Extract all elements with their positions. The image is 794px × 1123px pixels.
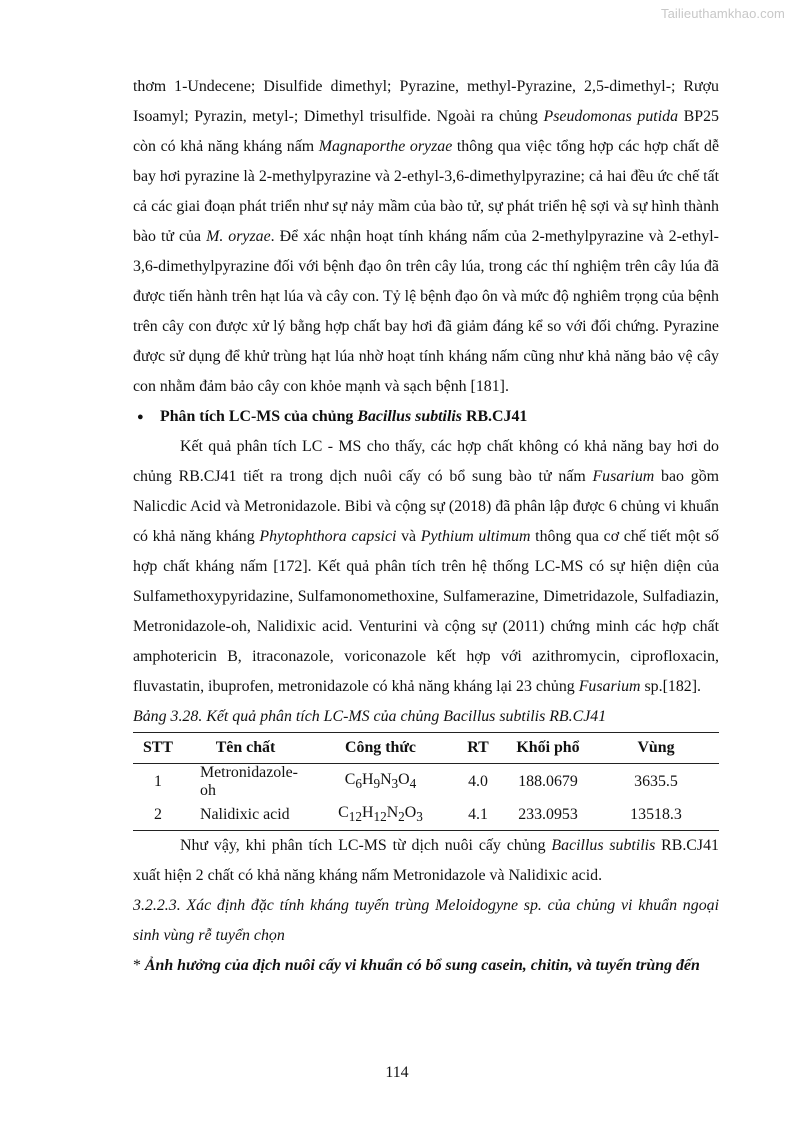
column-header: RT (453, 733, 503, 764)
cell-area: 3635.5 (634, 773, 678, 790)
text-run: Kết quả phân tích LC - MS cho thấy, các hợp chất không có khả năng bay hơi do chủng RB.CJ41 tiết ra trong dịch nuôi cấy có bổ sung bào tử nấm (133, 438, 719, 485)
species-name: M. oryzae (206, 228, 271, 245)
table-row (133, 800, 719, 831)
text-run: Như vậy, khi phân tích LC-MS từ dịch nuôi cấy chủng (180, 837, 552, 854)
formula-element: C (344, 771, 356, 789)
species-name: Fusarium (578, 678, 641, 695)
lcms-table (133, 732, 719, 831)
paragraph-conclusion (133, 831, 719, 891)
text-run: . Để xác nhận hoạt tính kháng nấm của 2-methylpyrazine và 2-ethyl-3,6-dimethylpyrazine đối với bệnh đạo ôn trên cây lúa, trong các thí nghiệm trên cây lúa đã được tiến hành trên hạt lúa và cây con. Tỷ lệ bệnh đạo ôn và mức độ nghiêm trọng của bệnh trên cây con được xử lý bằng hợp chất bay hơi đã giảm đáng kể so với đối chứng. Pyrazine được sử dụng để khử trùng hạt lúa nhờ hoạt tính kháng nấm cũng như khả năng bảo vệ cây con nhằm đảm bảo cây con khỏe mạnh và sạch bệnh [181]. (133, 228, 719, 395)
cell-formula (308, 764, 453, 801)
formula-element: N (386, 804, 399, 822)
species-name: Pythium ultimum (420, 528, 531, 545)
cell-stt: 1 (154, 773, 162, 790)
table-row (133, 764, 719, 801)
subheading (133, 951, 719, 981)
cell-rt: 4.0 (468, 773, 488, 790)
page-content (133, 72, 719, 981)
species-name: Phytophthora capsici (259, 528, 397, 545)
subheading-marker: * (133, 957, 145, 974)
formula-subscript: 3 (391, 776, 399, 792)
column-header: Khối phổ (503, 733, 593, 764)
cell-mass: 188.0679 (518, 773, 578, 790)
formula-element: C (338, 804, 349, 822)
text-run: Phân tích LC-MS của chủng (160, 408, 358, 425)
species-name: Bacillus subtilis (551, 837, 656, 854)
cell-formula (308, 800, 453, 831)
bullet-heading-lcms (137, 402, 719, 432)
formula-subscript: 12 (373, 809, 387, 825)
cell-name: Nalidixic acid (183, 800, 308, 831)
text-run: RB.CJ41 (462, 408, 528, 425)
column-header: Công thức (308, 733, 453, 764)
text-run: thơm 1-Undecene; Disulfide dimethyl; Pyrazine, methyl-Pyrazine, 2,5-dimethyl-; Rượu Isoamyl; Pyrazin, metyl-; Dimethyl trisulfide. Ngoài ra chủng (133, 78, 719, 125)
formula-subscript: 12 (348, 809, 362, 825)
formula-subscript: 3 (416, 809, 423, 825)
species-name: Magnaporthe oryzae (318, 138, 453, 155)
text-run: bao gồm Nalicdic Acid và Metronidazole. Bibi và cộng sự (2018) đã phân lập được 6 chủng vi khuẩn có khả năng kháng (133, 468, 720, 545)
page-number: 114 (385, 1064, 409, 1081)
column-header: STT (133, 733, 183, 764)
section-heading: 3.2.2.3. Xác định đặc tính kháng tuyến trùng Meloidogyne sp. của chủng vi khuẩn ngoại sinh vùng rễ tuyển chọn (133, 897, 719, 944)
paragraph-pyrazine (133, 72, 719, 402)
text-run: sp.[182]. (640, 678, 701, 695)
cell-rt: 4.1 (453, 800, 503, 831)
paragraph-lcms-results (133, 432, 719, 702)
text-run: thông qua cơ chế tiết một số hợp chất kháng nấm [172]. Kết quả phân tích trên hệ thống LC-MS có sự hiện diện của Sulfamethoxypyridazine, Sulfamonomethoxine, Sulfamerazine, Dimetridazole, Sulfadiazin, Metronidazole-oh, Nalidixic acid. Venturini và cộng sự (2011) chứng minh các hợp chất amphotericin B, itraconazole, voriconazole kết hợp với azithromycin, ciprofloxacin, fluvastatin, ibuprofen, metronidazole có khả năng kháng lại 23 chủng (133, 528, 719, 695)
cell-name: Metronidazole-oh (200, 764, 298, 799)
formula-element: H (361, 771, 374, 789)
column-header: Vùng (593, 733, 719, 764)
table-header-row (133, 733, 719, 764)
bullet-icon: ● (137, 411, 144, 423)
cell-area: 13518.3 (593, 800, 719, 831)
species-name: Pseudomonas putida (543, 108, 679, 125)
table-caption: Bảng 3.28. Kết quả phân tích LC-MS của chủng Bacillus subtilis RB.CJ41 (133, 708, 607, 725)
watermark: Tailieuthamkhao.com (660, 6, 785, 21)
species-name: Bacillus subtilis (357, 408, 462, 425)
text-run: thông qua việc tổng hợp các hợp chất dễ bay hơi pyrazine là 2-methylpyrazine và 2-ethyl-3,6-dimethylpyrazine; cả hai đều ức chế tất cả các giai đoạn phát triển như sự nảy mầm của bào tử, sự phát triển hệ sợi và sự hình thành bào tử của (133, 138, 720, 245)
formula-element: O (398, 771, 410, 789)
cell-mass: 233.0953 (503, 800, 593, 831)
species-name: Fusarium (592, 468, 655, 485)
formula-subscript: 2 (398, 809, 405, 825)
formula-element: H (361, 804, 374, 822)
text-run: RB.CJ41 xuất hiện 2 chất có khả năng kháng nấm Metronidazole và Nalidixic acid. (133, 837, 719, 884)
text-run: và (396, 528, 421, 545)
text-run: BP25 còn có khả năng kháng nấm (133, 108, 719, 155)
formula-subscript: 9 (373, 776, 381, 792)
cell-stt: 2 (133, 800, 183, 831)
formula-subscript: 6 (355, 776, 362, 792)
column-header: Tên chất (183, 733, 308, 764)
subheading-text: Ảnh hưởng của dịch nuôi cấy vi khuẩn có bổ sung casein, chitin, và tuyến trùng đến (144, 957, 700, 974)
formula-subscript: 4 (409, 776, 417, 792)
formula-element: N (380, 771, 392, 789)
formula-element: O (404, 804, 417, 822)
